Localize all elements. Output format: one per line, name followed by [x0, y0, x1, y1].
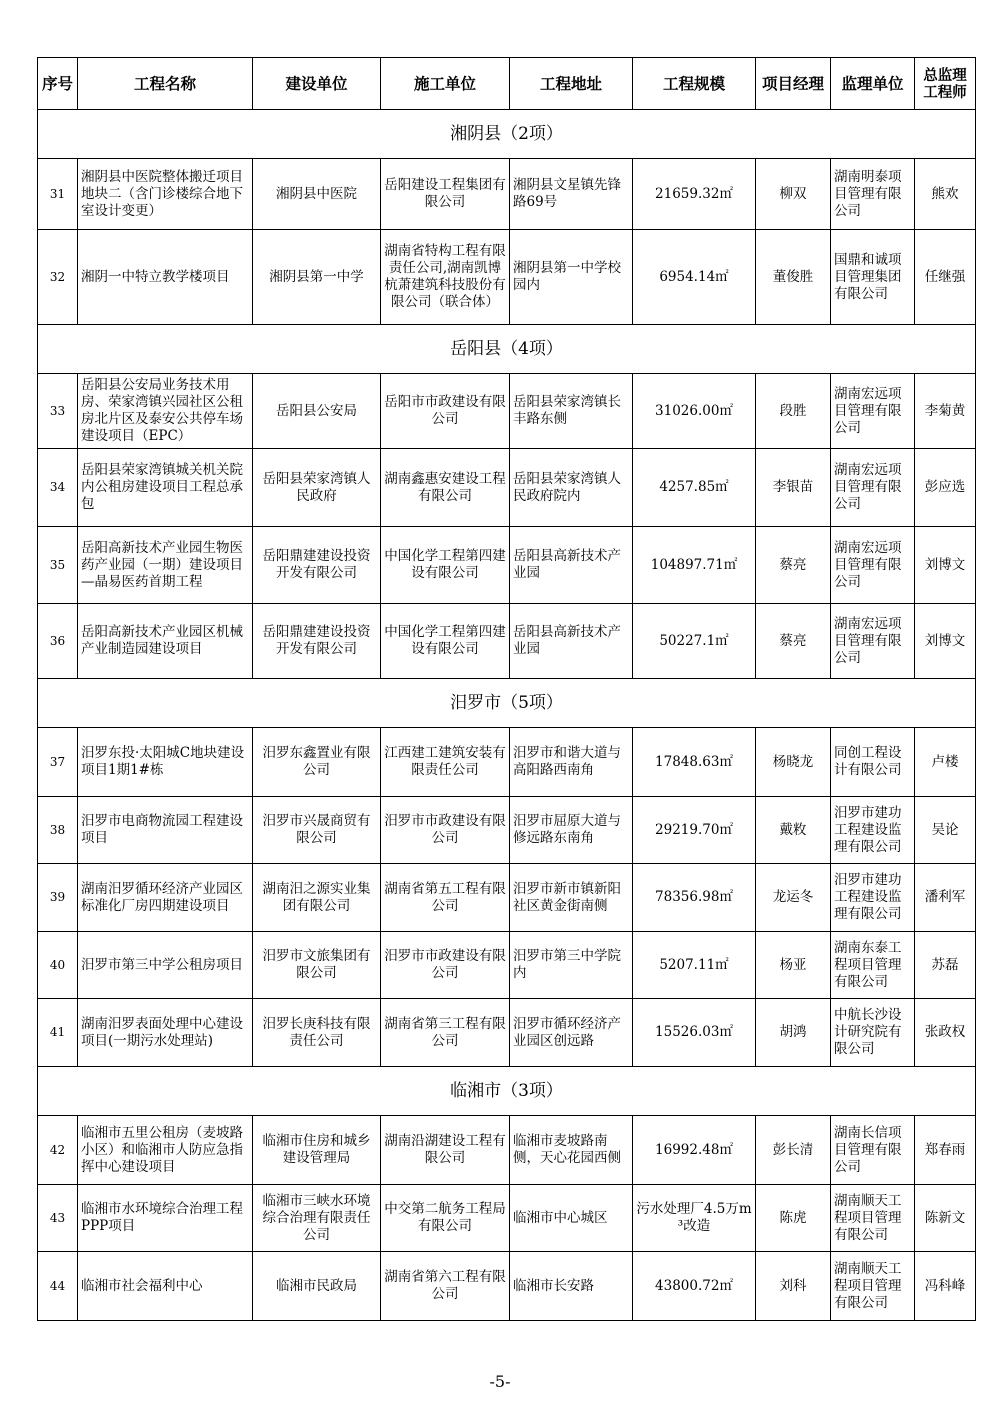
chief-supervisor: 彭应选 — [915, 449, 976, 527]
project-name: 湖南汨罗循环经济产业园区标准化厂房四期建设项目 — [78, 864, 253, 932]
supervisor-unit: 湖南东泰工程项目管理有限公司 — [831, 932, 915, 999]
chief-supervisor: 苏磊 — [915, 932, 976, 999]
project-scale: 78356.98㎡ — [633, 864, 756, 932]
row-index: 36 — [38, 604, 78, 679]
project-scale: 污水处理厂4.5万m³改造 — [633, 1185, 756, 1252]
project-address: 临湘市中心城区 — [510, 1185, 633, 1252]
project-manager: 柳双 — [756, 159, 831, 230]
table-row — [38, 230, 976, 325]
builder-unit: 中国化学工程第四建设有限公司 — [381, 527, 510, 604]
chief-supervisor: 张政权 — [915, 999, 976, 1067]
table-row — [38, 604, 976, 679]
project-name: 岳阳县荣家湾镇城关机关院内公租房建设项目工程总承包 — [78, 449, 253, 527]
builder-unit: 湖南省第六工程有限公司 — [381, 1252, 510, 1321]
project-manager: 李银苗 — [756, 449, 831, 527]
builder-unit: 汨罗市市政建设有限公司 — [381, 797, 510, 864]
builder-unit: 中交第二航务工程局有限公司 — [381, 1185, 510, 1252]
project-address: 岳阳县荣家湾镇人民政府院内 — [510, 449, 633, 527]
builder-unit: 湖南省第五工程有限公司 — [381, 864, 510, 932]
section-row — [38, 110, 976, 159]
project-manager: 陈虎 — [756, 1185, 831, 1252]
supervisor-unit: 湖南明泰项目管理有限公司 — [831, 159, 915, 230]
row-index: 38 — [38, 797, 78, 864]
owner-unit: 汨罗市文旅集团有限公司 — [253, 932, 381, 999]
table-row — [38, 797, 976, 864]
owner-unit: 湘阴县中医院 — [253, 159, 381, 230]
project-name: 湘阴一中特立教学楼项目 — [78, 230, 253, 325]
project-manager: 杨晓龙 — [756, 728, 831, 797]
table-row — [38, 728, 976, 797]
owner-unit: 湖南汨之源实业集团有限公司 — [253, 864, 381, 932]
owner-unit: 湘阴县第一中学 — [253, 230, 381, 325]
chief-supervisor: 刘博文 — [915, 604, 976, 679]
owner-unit: 汨罗市兴晟商贸有限公司 — [253, 797, 381, 864]
table-row — [38, 449, 976, 527]
chief-supervisor: 潘利军 — [915, 864, 976, 932]
project-manager: 蔡亮 — [756, 604, 831, 679]
table-row — [38, 159, 976, 230]
owner-unit: 岳阳鼎建建设投资开发有限公司 — [253, 604, 381, 679]
table-row — [38, 1252, 976, 1321]
col-header-address: 工程地址 — [510, 58, 633, 110]
page-number: -5- — [489, 1372, 511, 1391]
row-index: 34 — [38, 449, 78, 527]
project-manager: 刘科 — [756, 1252, 831, 1321]
table-row — [38, 864, 976, 932]
supervisor-unit: 湖南宏远项目管理有限公司 — [831, 527, 915, 604]
chief-supervisor: 郑春雨 — [915, 1116, 976, 1185]
project-name: 汨罗市电商物流园工程建设项目 — [78, 797, 253, 864]
table-row — [38, 932, 976, 999]
supervisor-unit: 中航长沙设计研究院有限公司 — [831, 999, 915, 1067]
project-name: 临湘市水环境综合治理工程PPP项目 — [78, 1185, 253, 1252]
supervisor-unit: 湖南宏远项目管理有限公司 — [831, 374, 915, 449]
builder-unit: 湖南省第三工程有限公司 — [381, 999, 510, 1067]
project-address: 临湘市麦坡路南侧，天心花园西侧 — [510, 1116, 633, 1185]
supervisor-unit: 汨罗市建功工程建设监理有限公司 — [831, 864, 915, 932]
row-index: 33 — [38, 374, 78, 449]
owner-unit: 岳阳鼎建建设投资开发有限公司 — [253, 527, 381, 604]
project-table — [37, 57, 976, 1321]
section-title: 湘阴县（2项） — [38, 110, 976, 159]
section-row — [38, 1067, 976, 1116]
project-manager: 龙运冬 — [756, 864, 831, 932]
builder-unit: 岳阳建设工程集团有限公司 — [381, 159, 510, 230]
row-index: 35 — [38, 527, 78, 604]
project-scale: 6954.14㎡ — [633, 230, 756, 325]
project-address: 湘阴县文星镇先锋路69号 — [510, 159, 633, 230]
project-name: 汨罗市第三中学公租房项目 — [78, 932, 253, 999]
row-index: 32 — [38, 230, 78, 325]
project-address: 湘阴县第一中学校园内 — [510, 230, 633, 325]
supervisor-unit: 国鼎和诚项目管理集团有限公司 — [831, 230, 915, 325]
project-scale: 21659.32㎡ — [633, 159, 756, 230]
table-row — [38, 527, 976, 604]
builder-unit: 中国化学工程第四建设有限公司 — [381, 604, 510, 679]
supervisor-unit: 湖南顺天工程项目管理有限公司 — [831, 1185, 915, 1252]
project-address: 岳阳县高新技术产业园 — [510, 604, 633, 679]
project-name: 湘阴县中医院整体搬迁项目地块二（含门诊楼综合地下室设计变更） — [78, 159, 253, 230]
chief-supervisor: 卢楼 — [915, 728, 976, 797]
chief-supervisor: 李菊黄 — [915, 374, 976, 449]
col-header-index: 序号 — [38, 58, 78, 110]
row-index: 41 — [38, 999, 78, 1067]
project-name: 岳阳高新技术产业园生物医药产业园（一期）建设项目—晶易医药首期工程 — [78, 527, 253, 604]
section-title: 岳阳县（4项） — [38, 325, 976, 374]
chief-supervisor: 吴论 — [915, 797, 976, 864]
supervisor-unit: 湖南宏远项目管理有限公司 — [831, 449, 915, 527]
section-row — [38, 679, 976, 728]
col-header-manager: 项目经理 — [756, 58, 831, 110]
project-address: 汨罗市第三中学院内 — [510, 932, 633, 999]
row-index: 42 — [38, 1116, 78, 1185]
supervisor-unit: 汨罗市建功工程建设监理有限公司 — [831, 797, 915, 864]
chief-supervisor: 熊欢 — [915, 159, 976, 230]
project-manager: 段胜 — [756, 374, 831, 449]
builder-unit: 江西建工建筑安装有限责任公司 — [381, 728, 510, 797]
builder-unit: 汨罗市市政建设有限公司 — [381, 932, 510, 999]
chief-supervisor: 冯科峰 — [915, 1252, 976, 1321]
builder-unit: 湖南省特构工程有限责任公司,湖南凯博杭萧建筑科技股份有限公司（联合体） — [381, 230, 510, 325]
col-header-builder: 施工单位 — [381, 58, 510, 110]
project-address: 岳阳县高新技术产业园 — [510, 527, 633, 604]
supervisor-unit: 湖南宏远项目管理有限公司 — [831, 604, 915, 679]
supervisor-unit: 湖南长信项目管理有限公司 — [831, 1116, 915, 1185]
project-manager: 杨亚 — [756, 932, 831, 999]
table-row — [38, 1185, 976, 1252]
project-address: 汨罗市循环经济产业园区创远路 — [510, 999, 633, 1067]
section-row — [38, 325, 976, 374]
row-index: 31 — [38, 159, 78, 230]
header-row — [38, 58, 976, 110]
project-name: 临湘市社会福利中心 — [78, 1252, 253, 1321]
project-address: 临湘市长安路 — [510, 1252, 633, 1321]
project-scale: 4257.85㎡ — [633, 449, 756, 527]
builder-unit: 岳阳市市政建设有限公司 — [381, 374, 510, 449]
table-row — [38, 1116, 976, 1185]
project-name: 临湘市五里公租房（麦坡路小区）和临湘市人防应急指挥中心建设项目 — [78, 1116, 253, 1185]
project-scale: 104897.71㎡ — [633, 527, 756, 604]
owner-unit: 岳阳县公安局 — [253, 374, 381, 449]
col-header-owner: 建设单位 — [253, 58, 381, 110]
chief-supervisor: 刘博文 — [915, 527, 976, 604]
owner-unit: 岳阳县荣家湾镇人民政府 — [253, 449, 381, 527]
project-scale: 16992.48㎡ — [633, 1116, 756, 1185]
col-header-chief: 总监理工程师 — [915, 58, 976, 110]
table-row — [38, 999, 976, 1067]
row-index: 40 — [38, 932, 78, 999]
project-address: 岳阳县荣家湾镇长丰路东侧 — [510, 374, 633, 449]
project-scale: 5207.11㎡ — [633, 932, 756, 999]
section-title: 临湘市（3项） — [38, 1067, 976, 1116]
project-name: 岳阳县公安局业务技术用房、荣家湾镇兴园社区公租房北片区及泰安公共停车场建设项目（EPC） — [78, 374, 253, 449]
project-scale: 31026.00㎡ — [633, 374, 756, 449]
table-row — [38, 374, 976, 449]
project-address: 汨罗市新市镇新阳社区黄金街南侧 — [510, 864, 633, 932]
col-header-project-name: 工程名称 — [78, 58, 253, 110]
row-index: 44 — [38, 1252, 78, 1321]
project-manager: 蔡亮 — [756, 527, 831, 604]
owner-unit: 临湘市住房和城乡建设管理局 — [253, 1116, 381, 1185]
project-scale: 15526.03㎡ — [633, 999, 756, 1067]
chief-supervisor: 任继强 — [915, 230, 976, 325]
project-name: 湖南汨罗表面处理中心建设项目(一期污水处理站) — [78, 999, 253, 1067]
supervisor-unit: 同创工程设计有限公司 — [831, 728, 915, 797]
project-scale: 17848.63㎡ — [633, 728, 756, 797]
row-index: 39 — [38, 864, 78, 932]
project-scale: 29219.70㎡ — [633, 797, 756, 864]
owner-unit: 临湘市三峡水环境综合治理有限责任公司 — [253, 1185, 381, 1252]
col-header-supervisor: 监理单位 — [831, 58, 915, 110]
owner-unit: 汨罗长庚科技有限责任公司 — [253, 999, 381, 1067]
project-address: 汨罗市和谐大道与高阳路西南角 — [510, 728, 633, 797]
builder-unit: 湖南沿湖建设工程有限公司 — [381, 1116, 510, 1185]
project-manager: 董俊胜 — [756, 230, 831, 325]
row-index: 43 — [38, 1185, 78, 1252]
project-scale: 43800.72㎡ — [633, 1252, 756, 1321]
owner-unit: 汨罗东鑫置业有限公司 — [253, 728, 381, 797]
supervisor-unit: 湖南顺天工程项目管理有限公司 — [831, 1252, 915, 1321]
project-manager: 彭长清 — [756, 1116, 831, 1185]
row-index: 37 — [38, 728, 78, 797]
project-scale: 50227.1㎡ — [633, 604, 756, 679]
owner-unit: 临湘市民政局 — [253, 1252, 381, 1321]
project-name: 汨罗东投·太阳城C地块建设项目1期1#栋 — [78, 728, 253, 797]
section-title: 汨罗市（5项） — [38, 679, 976, 728]
col-header-scale: 工程规模 — [633, 58, 756, 110]
builder-unit: 湖南鑫惠安建设工程有限公司 — [381, 449, 510, 527]
project-address: 汨罗市屈原大道与修远路东南角 — [510, 797, 633, 864]
project-name: 岳阳高新技术产业园区机械产业制造园建设项目 — [78, 604, 253, 679]
chief-supervisor: 陈新文 — [915, 1185, 976, 1252]
project-manager: 胡鸿 — [756, 999, 831, 1067]
project-manager: 戴敉 — [756, 797, 831, 864]
